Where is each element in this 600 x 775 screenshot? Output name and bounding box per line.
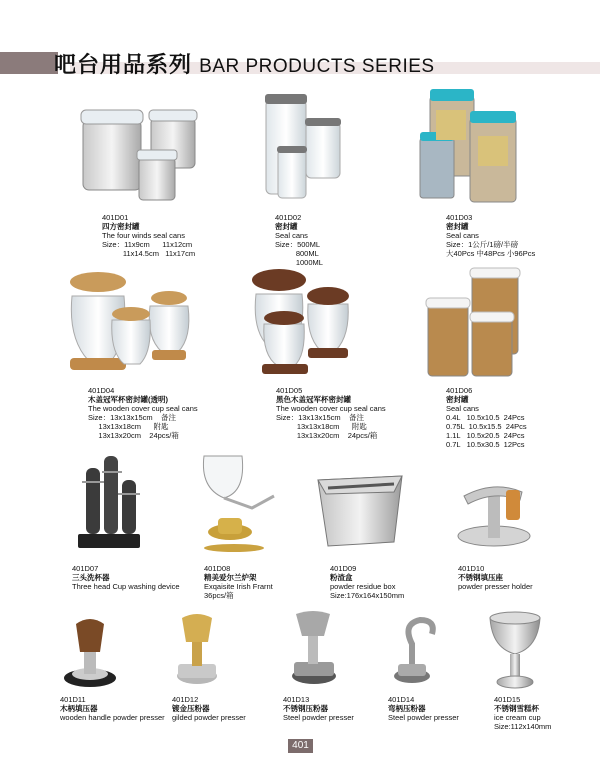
product-name-cn: 木盖冠军杯密封罐(透明): [88, 395, 168, 404]
product-image-401D09: [314, 470, 410, 550]
product-caption-401D05: [276, 386, 386, 440]
product-code: 401D06: [446, 386, 473, 395]
title-cn: 吧台用品系列: [54, 52, 193, 77]
product-name-en: Seal cans: [446, 231, 479, 240]
product-caption-401D03: [446, 213, 535, 258]
product-caption-401D15: [494, 695, 551, 731]
product-name-en: Steel powder presser: [283, 713, 354, 722]
spec-line: 800ML: [275, 249, 319, 258]
product-image-401D14: [388, 614, 444, 688]
spec-line: 13x13x18cm 附匙: [88, 422, 169, 431]
product-image-401D05: [248, 266, 356, 378]
product-image-401D11: [60, 616, 120, 690]
product-caption-401D13: [283, 695, 354, 722]
product-caption-401D06: [446, 386, 527, 449]
product-name-cn: 镀金压粉器: [172, 704, 210, 713]
product-name-cn: 木柄填压器: [60, 704, 98, 713]
product-caption-401D02: [275, 213, 323, 267]
product-code: 401D15: [494, 695, 521, 704]
title-en: BAR PRODUCTS SERIES: [199, 56, 435, 77]
page-number: 401: [288, 739, 313, 753]
product-image-401D06: [424, 264, 524, 380]
spec-line: 1.1L 10.5x20.5 24Pcs: [446, 431, 525, 440]
product-name-cn: 三头洗杯器: [72, 573, 110, 582]
product-name-cn: 黑色木盖冠军杯密封罐: [276, 395, 351, 404]
product-image-401D07: [74, 452, 144, 552]
product-code: 401D13: [283, 695, 310, 704]
product-image-401D15: [486, 608, 544, 692]
product-name-en: Seal cans: [446, 404, 479, 413]
product-name-en: Exqaisite Irish Frarnt: [204, 582, 273, 591]
product-caption-401D04: [88, 386, 198, 440]
product-code: 401D12: [172, 695, 199, 704]
page-header: [0, 44, 600, 82]
product-name-cn: 不锈钢压粉器: [283, 704, 328, 713]
product-caption-401D10: [458, 564, 533, 591]
product-code: 401D04: [88, 386, 115, 395]
product-name-cn: 粉渣盒: [330, 573, 353, 582]
product-name-cn: 精美爱尔兰炉架: [204, 573, 257, 582]
product-code: 401D08: [204, 564, 231, 573]
spec-line: 1000ML: [275, 258, 323, 267]
product-name-cn: 密封罐: [446, 222, 469, 231]
product-name-en: wooden handle powder presser: [60, 713, 165, 722]
product-image-401D13: [284, 610, 340, 690]
product-caption-401D11: [60, 695, 165, 722]
product-caption-401D09: [330, 564, 404, 600]
product-image-401D01: [75, 100, 215, 205]
product-code: 401D01: [102, 213, 129, 222]
product-code: 401D14: [388, 695, 415, 704]
product-name-en: The wooden cover cup seal cans: [88, 404, 198, 413]
product-image-401D08: [194, 448, 280, 554]
spec-line: Size：500ML: [275, 240, 321, 249]
product-name-en: Seal cans: [275, 231, 308, 240]
product-image-401D10: [454, 478, 534, 554]
spec-line: 11x14.5cm 11x17cm: [102, 249, 196, 258]
spec-line: 大40Pcs 中48Pcs 小96Pcs: [446, 249, 536, 258]
product-caption-401D07: [72, 564, 180, 591]
product-image-401D04: [66, 268, 196, 376]
product-image-401D12: [172, 612, 222, 688]
spec-line: 13x13x18cm 附匙: [276, 422, 367, 431]
product-code: 401D02: [275, 213, 302, 222]
spec-line: 0.4L 10.5x10.5 24Pcs: [446, 413, 525, 422]
product-name-cn: 密封罐: [275, 222, 298, 231]
product-code: 401D10: [458, 564, 485, 573]
product-name-cn: 四方密封罐: [102, 222, 140, 231]
product-name-cn: 弯柄压粉器: [388, 704, 426, 713]
page-title: [54, 48, 435, 79]
header-accent-bar: [0, 52, 58, 74]
product-caption-401D01: [102, 213, 195, 258]
product-code: 401D05: [276, 386, 303, 395]
spec-line: Size:176x164x150mm: [330, 591, 405, 600]
spec-line: Size:112x140mm: [494, 722, 552, 731]
spec-line: 13x13x20cm 24pcs/箱: [88, 431, 179, 440]
spec-line: 13x13x20cm 24pcs/箱: [276, 431, 378, 440]
product-image-401D03: [418, 86, 523, 206]
product-name-en: powder residue box: [330, 582, 396, 591]
spec-line: Size：11x9cm 11x12cm: [102, 240, 193, 249]
spec-line: 0.7L 10.5x30.5 12Pcs: [446, 440, 525, 449]
spec-line: 36pcs/箱: [204, 591, 234, 600]
product-code: 401D03: [446, 213, 473, 222]
product-code: 401D11: [60, 695, 86, 704]
product-image-401D02: [262, 92, 344, 204]
product-name-cn: 密封罐: [446, 395, 469, 404]
spec-line: 0.75L 10.5x15.5 24Pcs: [446, 422, 527, 431]
spec-line: Size：1公斤/1磅/半磅: [446, 240, 519, 249]
product-name-en: Steel powder presser: [388, 713, 459, 722]
product-name-en: The four winds seal cans: [102, 231, 185, 240]
spec-line: Size：13x13x15cm 备注: [88, 413, 176, 422]
product-name-en: gilded powder presser: [172, 713, 246, 722]
spec-line: Size：13x13x15cm 备注: [276, 413, 364, 422]
product-caption-401D12: [172, 695, 246, 722]
product-caption-401D08: [204, 564, 273, 600]
product-name-en: ice cream cup: [494, 713, 541, 722]
product-name-cn: 不锈钢填压座: [458, 573, 503, 582]
product-name-en: The wooden cover cup seal cans: [276, 404, 386, 413]
product-name-en: Three head Cup washing device: [72, 582, 180, 591]
product-name-cn: 不锈钢雪糕杯: [494, 704, 539, 713]
product-code: 401D09: [330, 564, 357, 573]
product-caption-401D14: [388, 695, 459, 722]
product-code: 401D07: [72, 564, 99, 573]
product-name-en: powder presser holder: [458, 582, 533, 591]
